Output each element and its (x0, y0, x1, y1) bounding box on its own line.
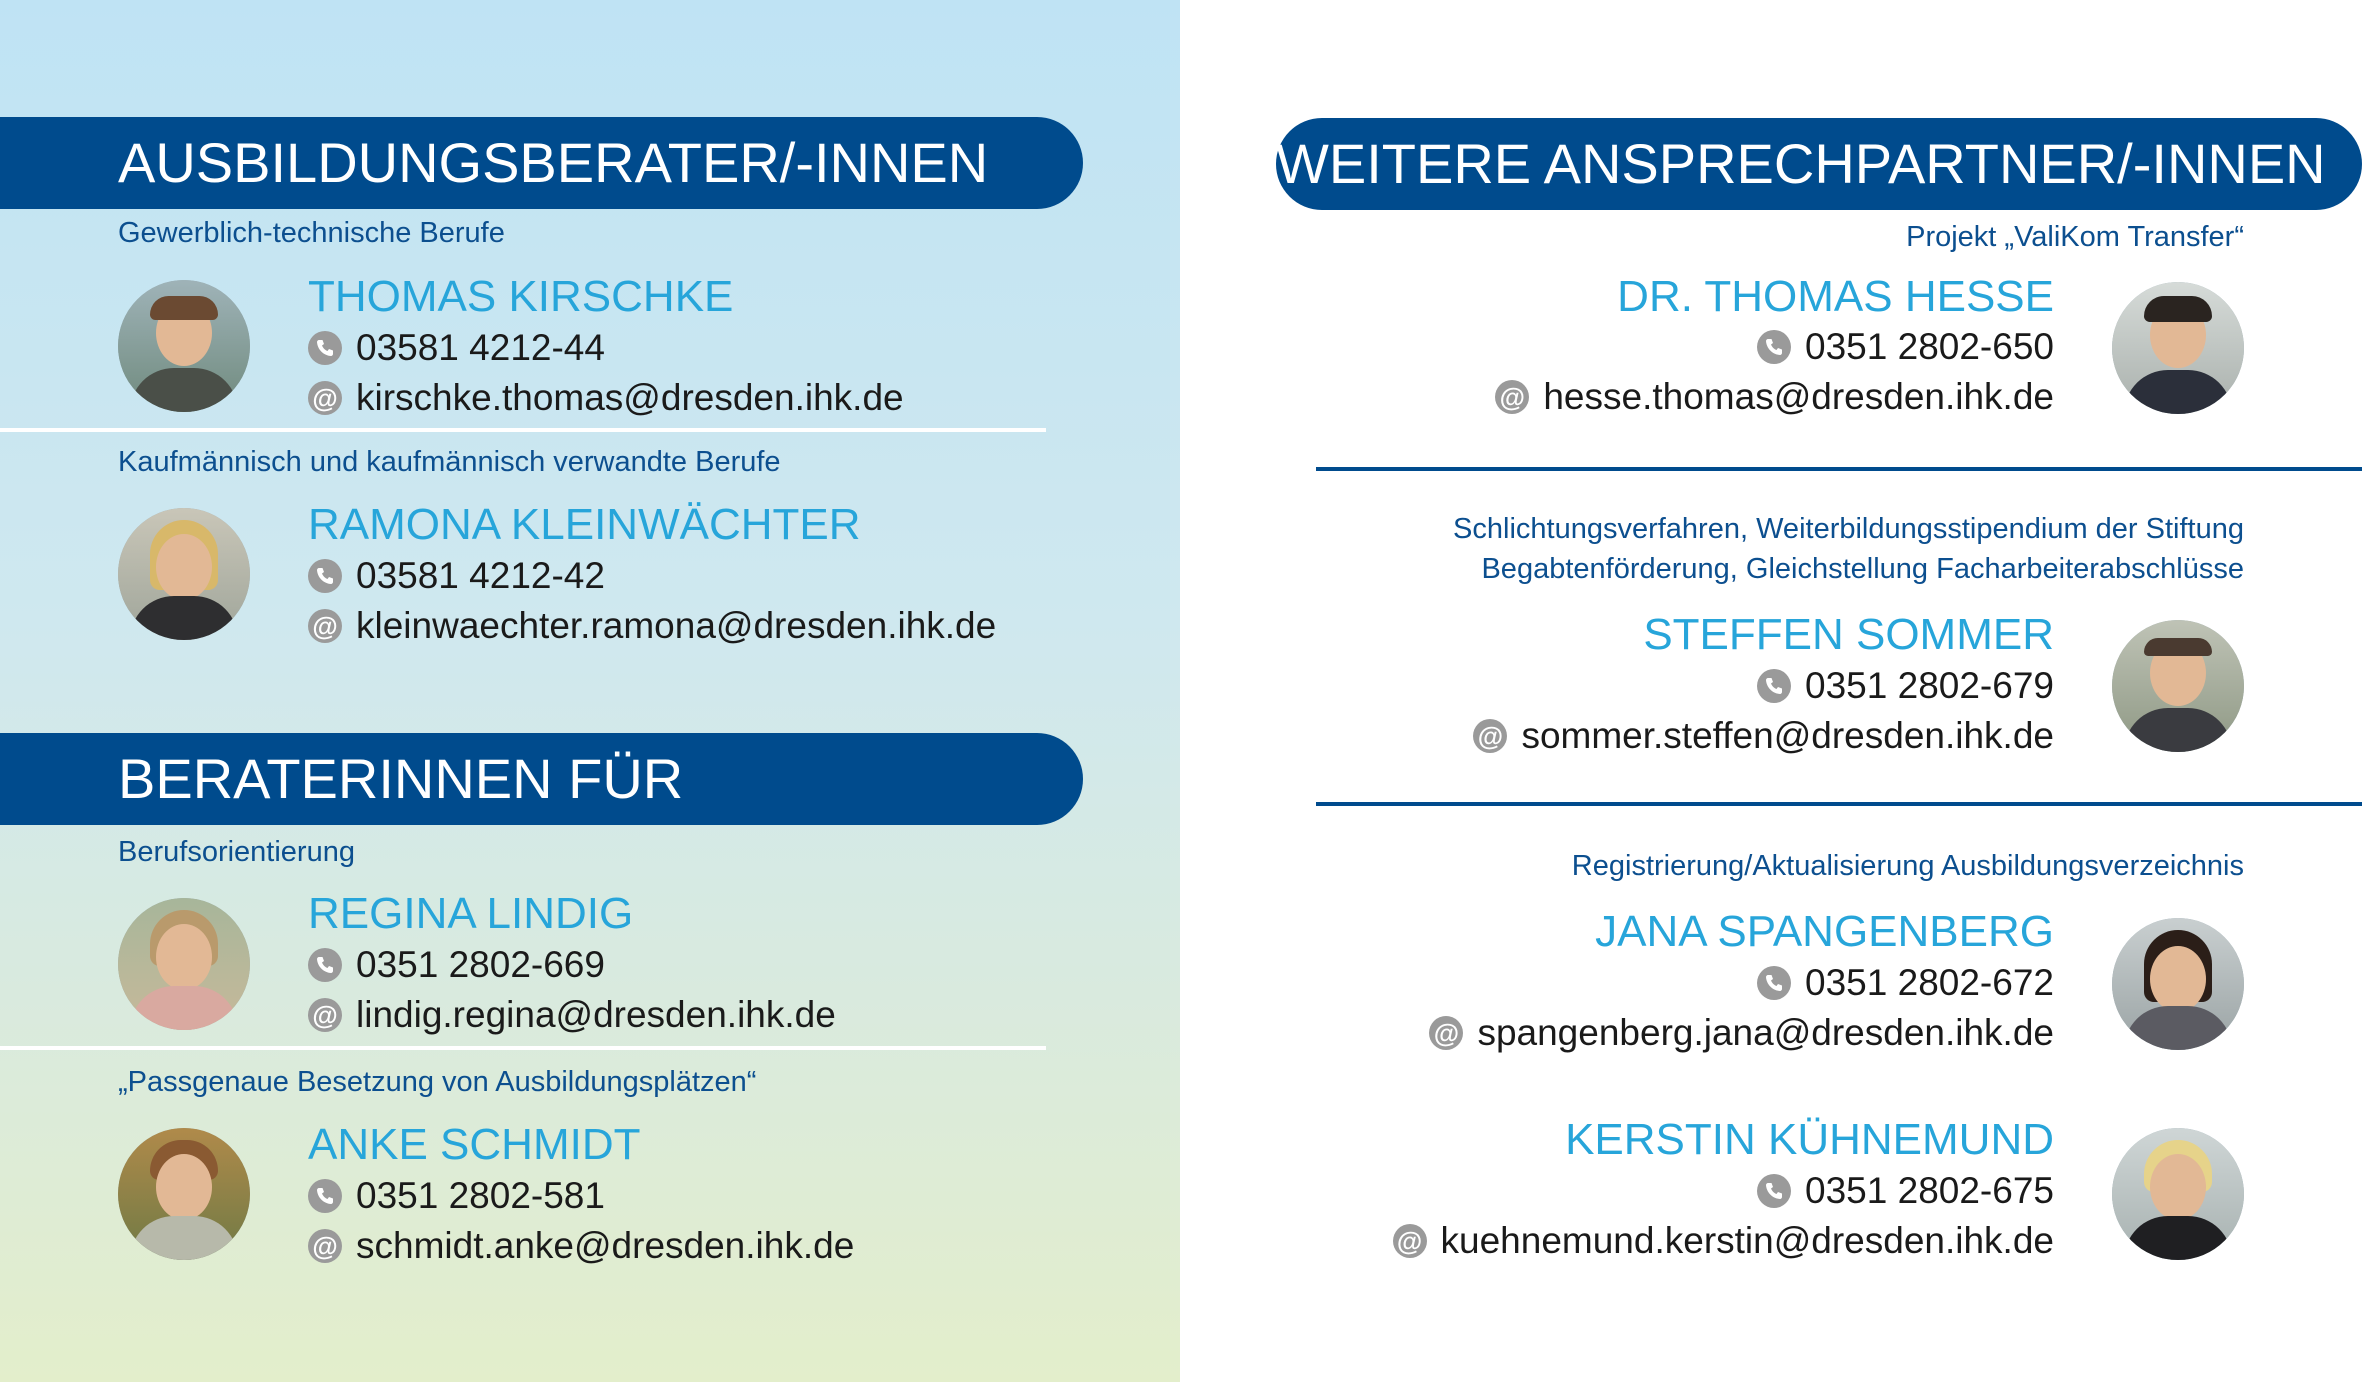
at-icon: @ (308, 998, 342, 1032)
contact-name: RAMONA KLEINWÄCHTER (308, 500, 861, 549)
section-title: BERATERINNEN FÜR (118, 747, 684, 810)
avatar (118, 508, 250, 640)
phone-icon (308, 559, 342, 593)
avatar (118, 1128, 250, 1260)
contact-email (1473, 714, 2054, 758)
phone-link[interactable]: 03581 4212-42 (356, 555, 605, 596)
contact-name: REGINA LINDIG (308, 889, 634, 938)
contact-email (1429, 1011, 2054, 1055)
email-link[interactable]: hesse.thomas@dresden.ihk.de (1543, 376, 2054, 417)
at-icon: @ (308, 381, 342, 415)
contact-email (308, 1224, 854, 1268)
contact-name: JANA SPANGENBERG (1595, 907, 2054, 956)
avatar (118, 280, 250, 412)
contact-name: KERSTIN KÜHNEMUND (1565, 1115, 2054, 1164)
divider (0, 1046, 1046, 1050)
contact-email (308, 993, 836, 1037)
phone-link[interactable]: 0351 2802-672 (1805, 962, 2054, 1003)
email-link[interactable]: lindig.regina@dresden.ihk.de (356, 994, 836, 1035)
at-icon: @ (1393, 1224, 1427, 1258)
phone-icon (308, 948, 342, 982)
phone-link[interactable]: 0351 2802-650 (1805, 326, 2054, 367)
phone-link[interactable]: 03581 4212-44 (356, 327, 605, 368)
contact-phone (1757, 664, 2054, 708)
phone-icon (1757, 966, 1791, 1000)
group-subtitle: Gewerblich-technische Berufe (118, 217, 505, 249)
group-subtitle: Registrierung/Aktualisierung Ausbildungsverzeichnis (1571, 850, 2244, 882)
email-link[interactable]: kuehnemund.kerstin@dresden.ihk.de (1440, 1220, 2054, 1261)
contact-phone (1757, 961, 2054, 1005)
contact-block (1254, 907, 2054, 1057)
contact-email (308, 376, 904, 420)
contact-phone (1757, 325, 2054, 369)
avatar (2112, 1128, 2244, 1260)
at-icon: @ (308, 1229, 342, 1263)
contact-email (308, 604, 996, 648)
group-subtitle: Berufsorientierung (118, 836, 355, 868)
at-icon: @ (1429, 1016, 1463, 1050)
contact-name: ANKE SCHMIDT (308, 1120, 641, 1169)
group-subtitle: Projekt „ValiKom Transfer“ (1906, 221, 2244, 253)
contact-name: DR. THOMAS HESSE (1617, 272, 2054, 321)
contact-block (1354, 610, 2054, 760)
email-link[interactable]: spangenberg.jana@dresden.ihk.de (1477, 1012, 2054, 1053)
divider (1316, 467, 2362, 471)
avatar (2112, 620, 2244, 752)
contact-phone (1757, 1169, 2054, 1213)
group-subtitle: Schlichtungsverfahren, Weiterbildungsstipendium der Stiftung (1453, 513, 2244, 545)
email-link[interactable]: schmidt.anke@dresden.ihk.de (356, 1225, 855, 1266)
contact-phone (308, 326, 605, 370)
phone-icon (1757, 669, 1791, 703)
avatar (2112, 918, 2244, 1050)
phone-icon (308, 1179, 342, 1213)
phone-link[interactable]: 0351 2802-581 (356, 1175, 605, 1216)
phone-link[interactable]: 0351 2802-679 (1805, 665, 2054, 706)
phone-icon (1757, 1174, 1791, 1208)
section-title: WEITERE ANSPRECHPARTNER/-INNEN (1276, 132, 2326, 195)
contact-name: THOMAS KIRSCHKE (308, 272, 734, 321)
at-icon: @ (308, 609, 342, 643)
divider (1316, 802, 2362, 806)
divider (0, 428, 1046, 432)
contact-name: STEFFEN SOMMER (1643, 610, 2054, 659)
section-title: AUSBILDUNGSBERATER/-INNEN (118, 131, 989, 194)
section-banner-ausbildungsberater (0, 117, 1083, 209)
group-subtitle: Begabtenförderung, Gleichstellung Facharbeiterabschlüsse (1481, 553, 2244, 585)
contact-phone (308, 554, 605, 598)
group-subtitle: Kaufmännisch und kaufmännisch verwandte Berufe (118, 446, 781, 478)
contact-email (1393, 1219, 2054, 1263)
avatar (2112, 282, 2244, 414)
phone-link[interactable]: 0351 2802-669 (356, 944, 605, 985)
at-icon: @ (1495, 380, 1529, 414)
contact-email (1495, 375, 2054, 419)
phone-link[interactable]: 0351 2802-675 (1805, 1170, 2054, 1211)
contact-block (1254, 1115, 2054, 1265)
phone-icon (308, 331, 342, 365)
email-link[interactable]: kleinwaechter.ramona@dresden.ihk.de (356, 605, 997, 646)
contact-phone (308, 1174, 605, 1218)
group-subtitle: „Passgenaue Besetzung von Ausbildungsplätzen“ (118, 1066, 757, 1098)
phone-icon (1757, 330, 1791, 364)
contact-block (1354, 272, 2054, 422)
email-link[interactable]: kirschke.thomas@dresden.ihk.de (356, 377, 904, 418)
at-icon: @ (1473, 719, 1507, 753)
avatar (118, 898, 250, 1030)
section-banner-beraterinnen (0, 733, 1083, 825)
contact-phone (308, 943, 605, 987)
email-link[interactable]: sommer.steffen@dresden.ihk.de (1521, 715, 2054, 756)
section-banner-weitere-ansprechpartner (1276, 118, 2362, 210)
